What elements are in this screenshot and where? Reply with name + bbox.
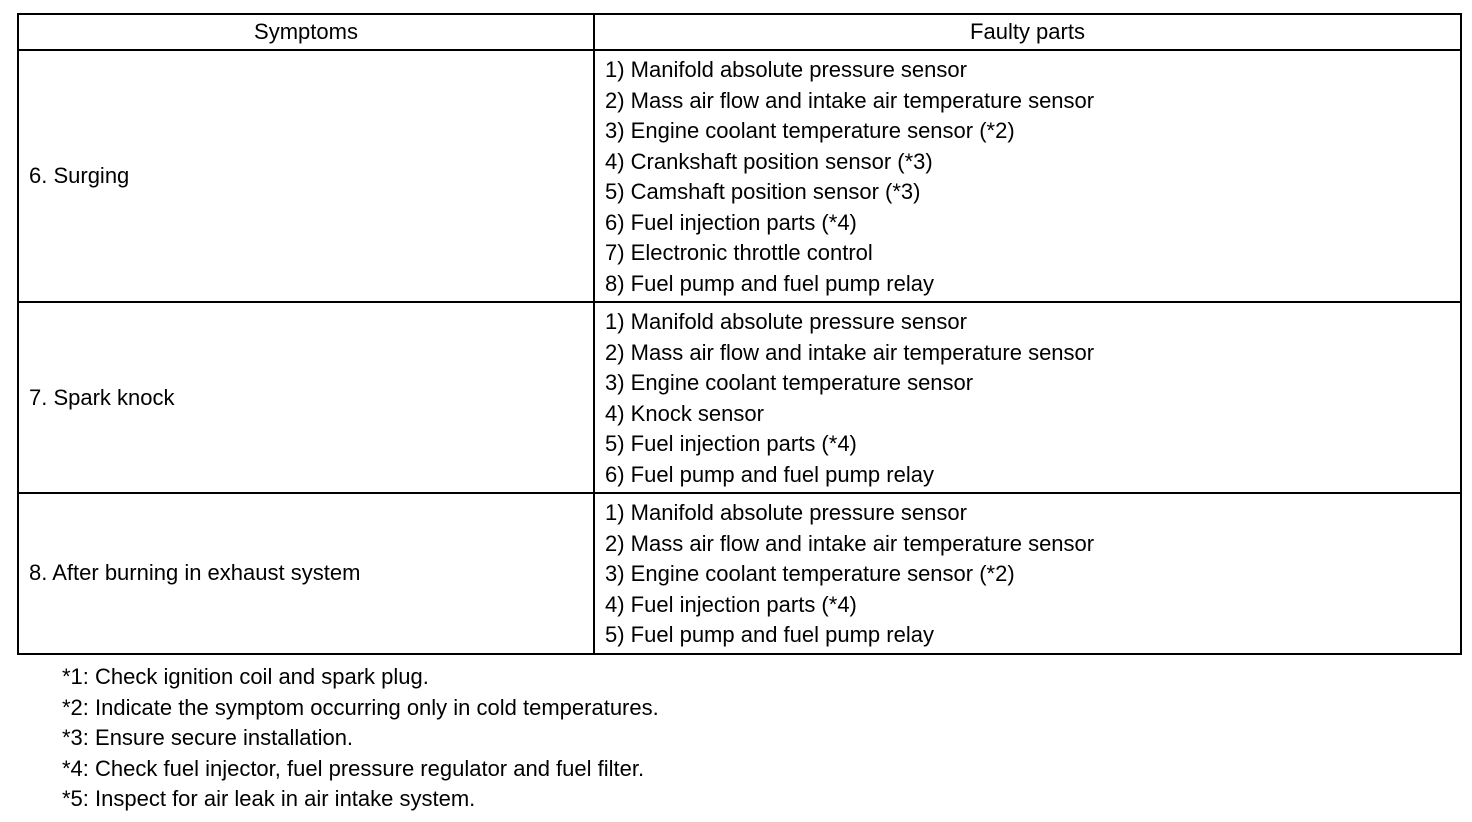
part-item: 1) Manifold absolute pressure sensor — [605, 500, 967, 525]
header-symptoms: Symptoms — [18, 14, 594, 50]
table-row — [18, 493, 1461, 654]
part-item: 7) Electronic throttle control — [605, 240, 873, 265]
part-item: 1) Manifold absolute pressure sensor — [605, 309, 967, 334]
part-item: 4) Knock sensor — [605, 400, 764, 426]
footnote: *1: Check ignition coil and spark plug. — [62, 664, 429, 689]
footnotes — [62, 662, 659, 815]
part-item: 1) Manifold absolute pressure sensor — [605, 57, 967, 82]
symptom-table — [17, 13, 1462, 655]
part-item: 5) Camshaft position sensor (*3) — [605, 179, 921, 204]
part-item: 4) Fuel injection parts (*4) — [605, 591, 857, 617]
table-row — [18, 50, 1461, 302]
part-item: 4) Crankshaft position sensor (*3) — [605, 148, 933, 174]
part-item: 3) Engine coolant temperature sensor — [605, 370, 974, 395]
part-item: 3) Engine coolant temperature sensor (*2) — [605, 561, 1015, 586]
table-header-row — [18, 14, 1461, 50]
footnote: *3: Ensure secure installation. — [62, 725, 354, 750]
symptom-cell: 7. Spark knock — [18, 302, 594, 493]
part-item: 5) Fuel injection parts (*4) — [605, 431, 857, 456]
faulty-parts-cell — [594, 302, 1461, 493]
faulty-parts-cell — [594, 493, 1461, 654]
footnote: *2: Indicate the symptom occurring only in cold temperatures. — [62, 694, 659, 720]
part-item: 8) Fuel pump and fuel pump relay — [605, 270, 934, 296]
part-item: 3) Engine coolant temperature sensor (*2) — [605, 118, 1015, 143]
footnote: *5: Inspect for air leak in air intake system. — [62, 786, 476, 811]
part-item: 5) Fuel pump and fuel pump relay — [605, 622, 934, 647]
symptom-cell: 6. Surging — [18, 50, 594, 302]
table-row — [18, 302, 1461, 493]
faulty-parts-cell — [594, 50, 1461, 302]
header-faulty-parts: Faulty parts — [594, 14, 1461, 50]
part-item: 2) Mass air flow and intake air temperature sensor — [605, 87, 1095, 113]
part-item: 6) Fuel pump and fuel pump relay — [605, 461, 934, 487]
part-item: 6) Fuel injection parts (*4) — [605, 209, 857, 235]
part-item: 2) Mass air flow and intake air temperature sensor — [605, 339, 1095, 365]
symptom-cell: 8. After burning in exhaust system — [18, 493, 594, 654]
footnote: *4: Check fuel injector, fuel pressure regulator and fuel filter. — [62, 755, 645, 781]
part-item: 2) Mass air flow and intake air temperature sensor — [605, 530, 1095, 556]
